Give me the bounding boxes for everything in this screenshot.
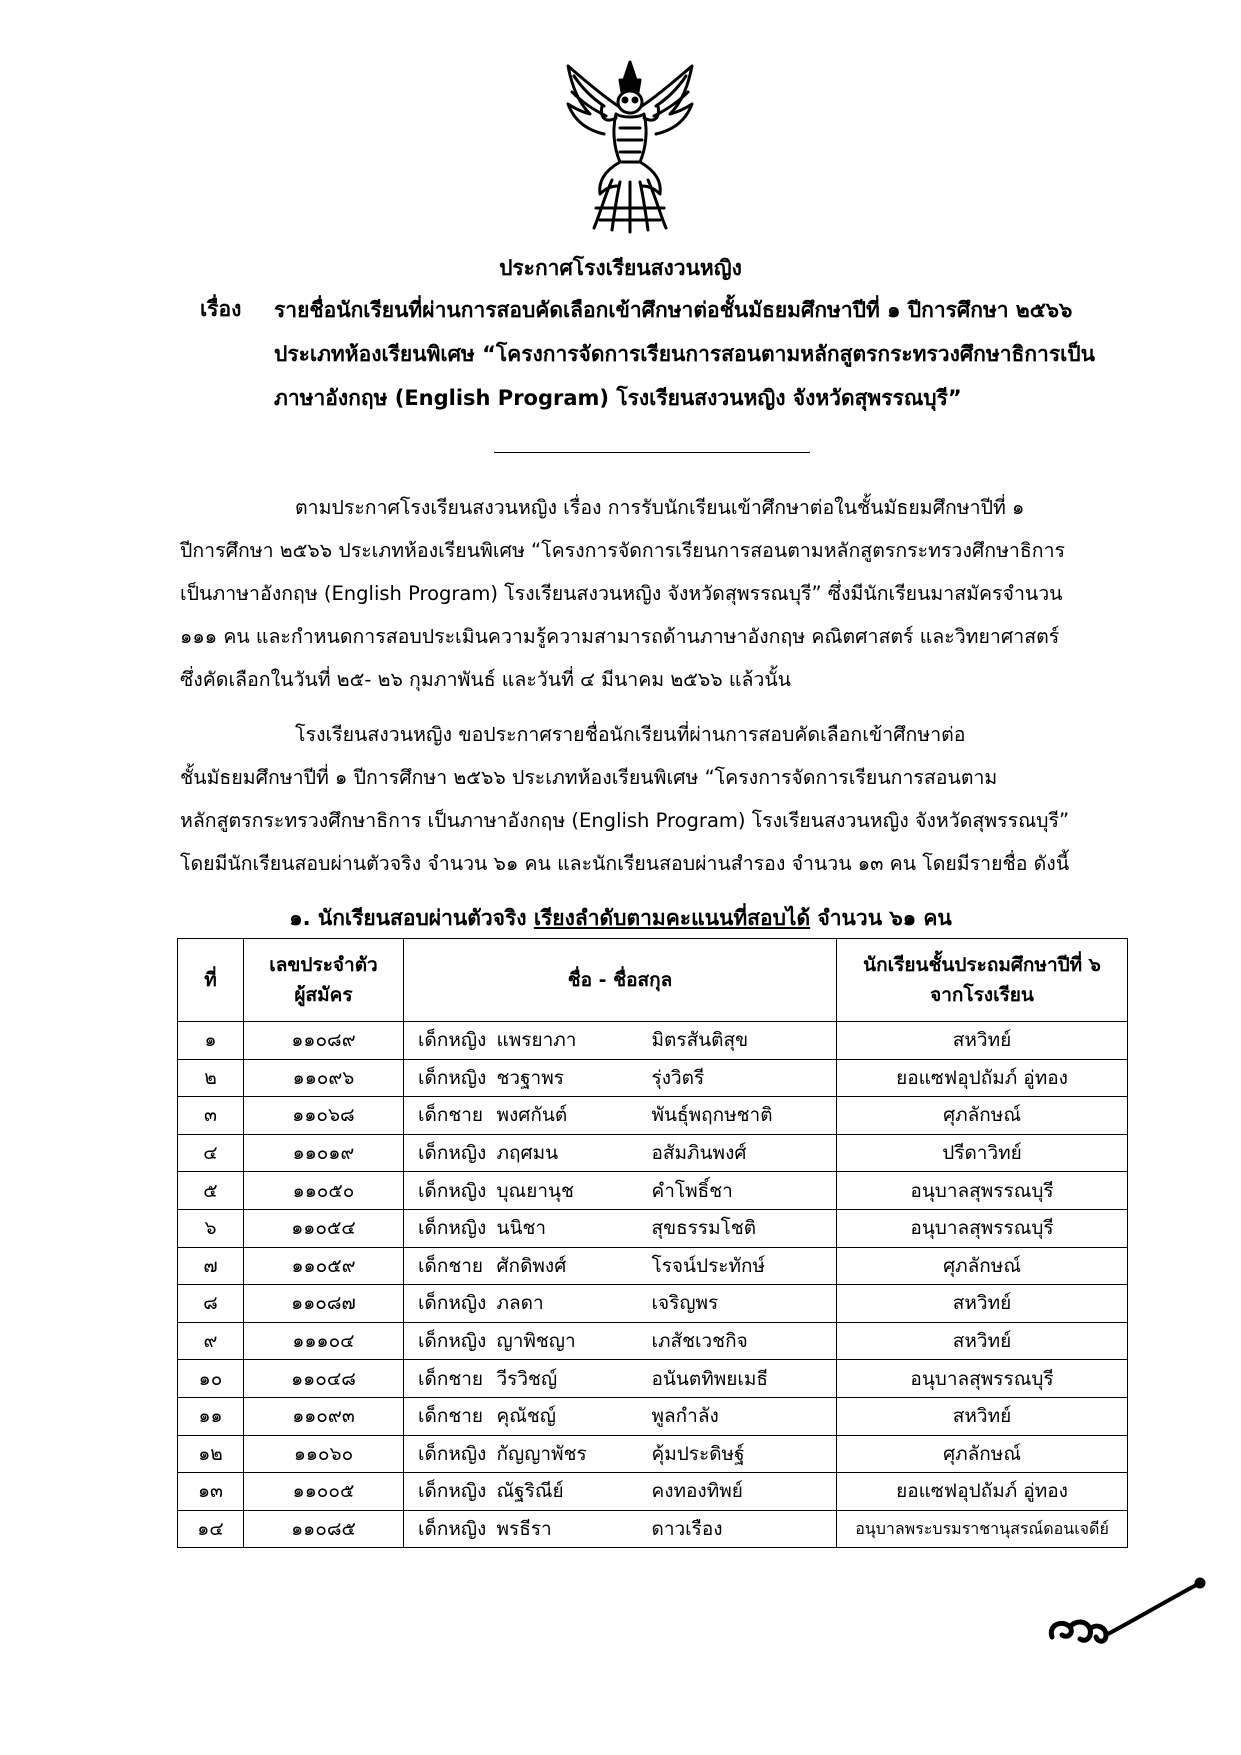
table-row	[178, 1097, 1128, 1135]
header-applicant-id	[244, 939, 404, 1022]
cell-first-name: ณัฐริณีย์	[497, 1473, 652, 1511]
cell-last-name: ดาวเรือง	[652, 1510, 837, 1548]
cell-prefix: เด็กหญิง	[404, 1510, 497, 1548]
cell-last-name: รุ่งวิตรี	[652, 1059, 837, 1097]
cell-school: อนุบาลพระบรมราชานุสรณ์ดอนเจดีย์	[837, 1510, 1128, 1548]
announcement-title: ประกาศโรงเรียนสงวนหญิง	[499, 256, 742, 280]
cell-no: ๑๐	[178, 1360, 244, 1398]
cell-first-name: ภฤศมน	[497, 1134, 652, 1172]
cell-last-name: เจริญพร	[652, 1285, 837, 1323]
cell-last-name: โรจน์ประทักษ์	[652, 1247, 837, 1285]
cell-prefix: เด็กชาย	[404, 1097, 497, 1135]
table-header-row	[178, 939, 1128, 1022]
cell-applicant-id: ๑๑๐๘๕	[244, 1510, 404, 1548]
cell-first-name: พรธีรา	[497, 1510, 652, 1548]
cell-no: ๑๔	[178, 1510, 244, 1548]
table-row	[178, 1172, 1128, 1210]
cell-prefix: เด็กหญิง	[404, 1435, 497, 1473]
cell-last-name: มิตรสันติสุข	[652, 1022, 837, 1060]
cell-school: ศุภลักษณ์	[837, 1435, 1128, 1473]
cell-applicant-id: ๑๑๐๙๓	[244, 1397, 404, 1435]
cell-applicant-id: ๑๑๐๔๘	[244, 1360, 404, 1398]
list-heading-prefix: ๑. นักเรียนสอบผ่านตัวจริง	[289, 906, 534, 930]
cell-prefix: เด็กหญิง	[404, 1285, 497, 1323]
handwritten-page-number	[1040, 1575, 1210, 1655]
cell-last-name: พูลกำลัง	[652, 1397, 837, 1435]
cell-no: ๑	[178, 1022, 244, 1060]
header-school	[837, 939, 1128, 1022]
cell-prefix: เด็กหญิง	[404, 1059, 497, 1097]
cell-prefix: เด็กชาย	[404, 1397, 497, 1435]
cell-no: ๓	[178, 1097, 244, 1135]
cell-prefix: เด็กหญิง	[404, 1473, 497, 1511]
cell-applicant-id: ๑๑๐๕๔	[244, 1209, 404, 1247]
cell-prefix: เด็กชาย	[404, 1360, 497, 1398]
list-heading	[0, 902, 1241, 935]
paragraph-announcement	[180, 716, 1155, 888]
table-row	[178, 1435, 1128, 1473]
cell-no: ๘	[178, 1285, 244, 1323]
cell-school: ปรีดาวิทย์	[837, 1134, 1128, 1172]
cell-applicant-id: ๑๑๐๙๖	[244, 1059, 404, 1097]
cell-school: ยอแซฟอุปถัมภ์ อู่ทอง	[837, 1473, 1128, 1511]
cell-school: สหวิทย์	[837, 1022, 1128, 1060]
header-no: ที่	[178, 939, 244, 1022]
cell-no: ๖	[178, 1209, 244, 1247]
cell-first-name: นนิชา	[497, 1209, 652, 1247]
subject-block	[200, 293, 1140, 425]
header-name: ชื่อ - ชื่อสกุล	[404, 939, 837, 1022]
header-id-line1: เลขประจำตัว	[269, 954, 378, 976]
cell-first-name: วีรวิชญ์	[497, 1360, 652, 1398]
cell-prefix: เด็กหญิง	[404, 1134, 497, 1172]
subject-line: รายชื่อนักเรียนที่ผ่านการสอบคัดเลือกเข้าศึกษาต่อชั้นมัธยมศึกษาปีที่ ๑ ปีการศึกษา ๒๕๖๖	[274, 298, 1073, 322]
garuda-emblem	[560, 58, 700, 238]
cell-first-name: กัญญาพัชร	[497, 1435, 652, 1473]
cell-applicant-id: ๑๑๐๘๗	[244, 1285, 404, 1323]
cell-prefix: เด็กชาย	[404, 1247, 497, 1285]
cell-school: สหวิทย์	[837, 1397, 1128, 1435]
subject-line: ภาษาอังกฤษ (English Program) โรงเรียนสงวนหญิง จังหวัดสุพรรณบุรี”	[274, 386, 962, 410]
table-row	[178, 1022, 1128, 1060]
table-row	[178, 1134, 1128, 1172]
cell-last-name: อนันตทิพยเมธี	[652, 1360, 837, 1398]
cell-first-name: ชวฐาพร	[497, 1059, 652, 1097]
cell-prefix: เด็กหญิง	[404, 1209, 497, 1247]
cell-applicant-id: ๑๑๐๕๙	[244, 1247, 404, 1285]
list-heading-underlined: เรียงลำดับตามคะแนนที่สอบได้	[533, 906, 811, 930]
cell-prefix: เด็กหญิง	[404, 1322, 497, 1360]
table-row	[178, 1247, 1128, 1285]
cell-last-name: คงทองทิพย์	[652, 1473, 837, 1511]
subject-label: เรื่อง	[200, 297, 242, 321]
cell-no: ๑๒	[178, 1435, 244, 1473]
cell-applicant-id: ๑๑๐๖๘	[244, 1097, 404, 1135]
cell-last-name: สุขธรรมโชติ	[652, 1209, 837, 1247]
cell-last-name: คำโพธิ์ชา	[652, 1172, 837, 1210]
table-row	[178, 1209, 1128, 1247]
cell-applicant-id: ๑๑๑๐๔	[244, 1322, 404, 1360]
cell-no: ๑๑	[178, 1397, 244, 1435]
header-school-line1: นักเรียนชั้นประถมศึกษาปีที่ ๖	[863, 954, 1101, 976]
header-id-line2: ผู้สมัคร	[294, 984, 353, 1006]
table-row	[178, 1397, 1128, 1435]
cell-first-name: คุณัชญ์	[497, 1397, 652, 1435]
cell-first-name: ภลดา	[497, 1285, 652, 1323]
cell-school: สหวิทย์	[837, 1285, 1128, 1323]
paragraph-intro	[180, 489, 1155, 704]
cell-school: ยอแซฟอุปถัมภ์ อู่ทอง	[837, 1059, 1128, 1097]
cell-no: ๙	[178, 1322, 244, 1360]
table-row	[178, 1510, 1128, 1548]
cell-school: สหวิทย์	[837, 1322, 1128, 1360]
cell-no: ๗	[178, 1247, 244, 1285]
paragraph-line: หลักสูตรกระทรวงศึกษาธิการ เป็นภาษาอังกฤษ (English Program) โรงเรียนสงวนหญิง จังหวัดสุพรรณบุรี”	[180, 809, 1070, 832]
cell-last-name: อสัมภินพงศ์	[652, 1134, 837, 1172]
paragraph-line: ซึ่งคัดเลือกในวันที่ ๒๕- ๒๖ กุมภาพันธ์ และวันที่ ๔ มีนาคม ๒๕๖๖ แล้วนั้น	[180, 668, 792, 691]
cell-prefix: เด็กหญิง	[404, 1172, 497, 1210]
header-school-line2: จากโรงเรียน	[930, 984, 1034, 1006]
cell-applicant-id: ๑๑๐๘๙	[244, 1022, 404, 1060]
cell-first-name: พงศกันต์	[497, 1097, 652, 1135]
paragraph-line: ปีการศึกษา ๒๕๖๖ ประเภทห้องเรียนพิเศษ “โครงการจัดการเรียนการสอนตามหลักสูตรกระทรวงศึกษาธิการ	[180, 539, 1066, 562]
table-row	[178, 1285, 1128, 1323]
cell-applicant-id: ๑๑๐๕๐	[244, 1172, 404, 1210]
cell-applicant-id: ๑๑๐๐๕	[244, 1473, 404, 1511]
paragraph-line: โดยมีนักเรียนสอบผ่านตัวจริง จำนวน ๖๑ คน และนักเรียนสอบผ่านสำรอง จำนวน ๑๓ คน โดยมีรายชื่อ ดังนี้	[180, 852, 1070, 875]
cell-school: อนุบาลสุพรรณบุรี	[837, 1360, 1128, 1398]
cell-last-name: พันธุ์พฤกษชาติ	[652, 1097, 837, 1135]
paragraph-line: เป็นภาษาอังกฤษ (English Program) โรงเรียนสงวนหญิง จังหวัดสุพรรณบุรี” ซึ่งมีนักเรียนมาสมัครจำนวน	[180, 582, 1063, 605]
student-table	[177, 938, 1128, 1548]
cell-no: ๒	[178, 1059, 244, 1097]
cell-school: อนุบาลสุพรรณบุรี	[837, 1209, 1128, 1247]
cell-prefix: เด็กหญิง	[404, 1022, 497, 1060]
divider-line	[494, 452, 810, 453]
subject-line: ประเภทห้องเรียนพิเศษ “โครงการจัดการเรียนการสอนตามหลักสูตรกระทรวงศึกษาธิการเป็น	[274, 342, 1095, 366]
paragraph-line: โรงเรียนสงวนหญิง ขอประกาศรายชื่อนักเรียนที่ผ่านการสอบคัดเลือกเข้าศึกษาต่อ	[295, 723, 966, 746]
cell-first-name: ญาพิชญา	[497, 1322, 652, 1360]
paragraph-line: ๑๑๑ คน และกำหนดการสอบประเมินความรู้ความสามารถด้านภาษาอังกฤษ คณิตศาสตร์ และวิทยาศาสตร์	[180, 625, 1060, 648]
table-row	[178, 1059, 1128, 1097]
cell-school: อนุบาลสุพรรณบุรี	[837, 1172, 1128, 1210]
cell-no: ๑๓	[178, 1473, 244, 1511]
cell-last-name: เภสัชเวชกิจ	[652, 1322, 837, 1360]
cell-first-name: บุณยานุช	[497, 1172, 652, 1210]
cell-last-name: คุ้มประดิษฐ์	[652, 1435, 837, 1473]
table-row	[178, 1473, 1128, 1511]
list-heading-suffix: จำนวน ๖๑ คน	[810, 906, 952, 930]
cell-applicant-id: ๑๑๐๑๙	[244, 1134, 404, 1172]
paragraph-line: ตามประกาศโรงเรียนสงวนหญิง เรื่อง การรับนักเรียนเข้าศึกษาต่อในชั้นมัธยมศึกษาปีที่ ๑	[295, 496, 1025, 519]
cell-school: ศุภลักษณ์	[837, 1247, 1128, 1285]
cell-school: ศุภลักษณ์	[837, 1097, 1128, 1135]
paragraph-line: ชั้นมัธยมศึกษาปีที่ ๑ ปีการศึกษา ๒๕๖๖ ประเภทห้องเรียนพิเศษ “โครงการจัดการเรียนการสอนตาม	[180, 766, 998, 789]
cell-first-name: ศักดิพงศ์	[497, 1247, 652, 1285]
cell-first-name: แพรยาภา	[497, 1022, 652, 1060]
cell-no: ๕	[178, 1172, 244, 1210]
table-row	[178, 1360, 1128, 1398]
table-row	[178, 1322, 1128, 1360]
cell-applicant-id: ๑๑๐๖๐	[244, 1435, 404, 1473]
cell-no: ๔	[178, 1134, 244, 1172]
